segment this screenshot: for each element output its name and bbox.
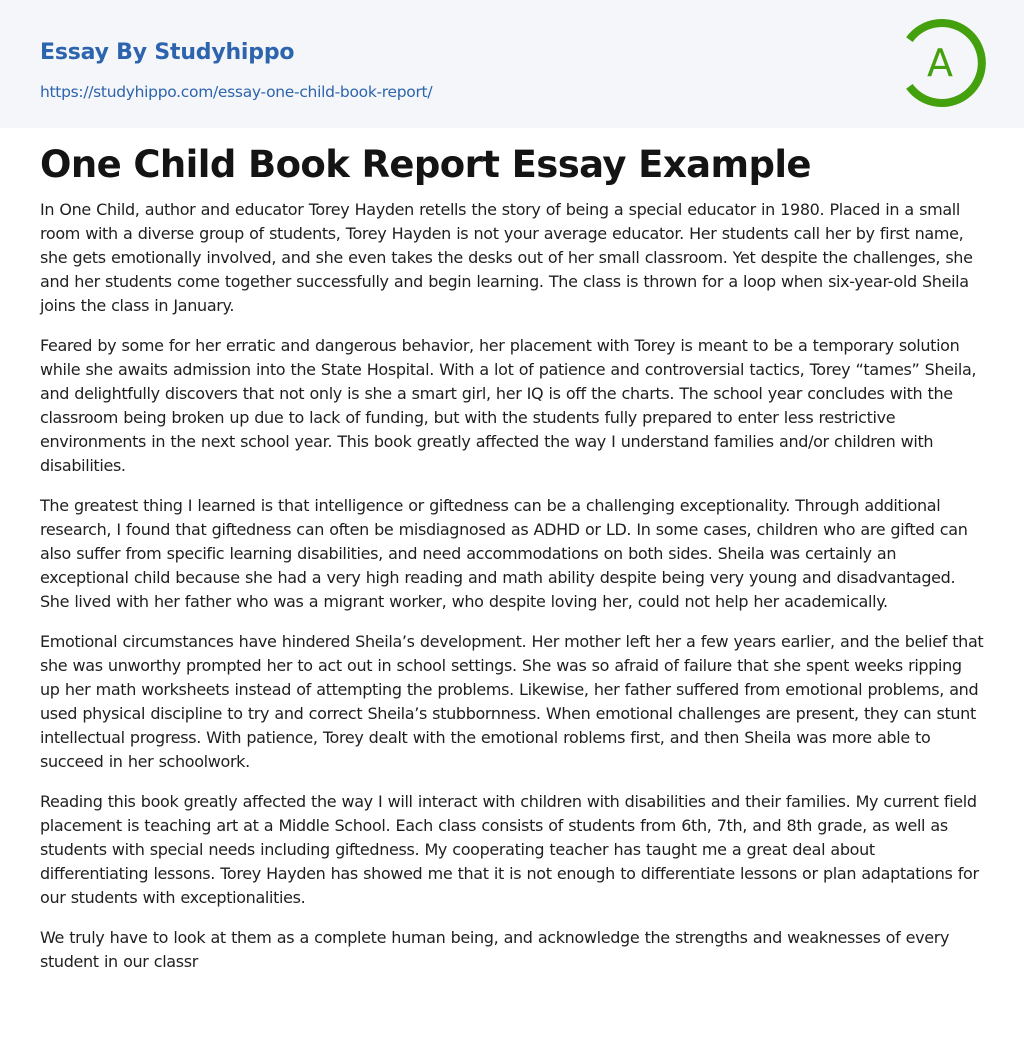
essay-paragraph: Reading this book greatly affected the way I will interact with children with disabilities and their families. My current field placement is teaching art at a Middle School. Each class consists of students from 6th, 7th, and 8th grade, as well as students with special needs including giftedness. My cooperating teacher has taught me a great deal about differentiating lessons. Torey Hayden has showed me that it is not enough to differentiate lessons or plan adaptations for our students with exceptionalities. xyxy=(40,792,979,907)
essay-paragraph: Feared by some for her erratic and dangerous behavior, her placement with Torey is meant to be a temporary solution while she awaits admission into the State Hospital. With a lot of patience and controversial tactics, Torey “tames” Sheila, and delightfully discovers that not only is she a smart girl, her IQ is off the charts. The school year concludes with the classroom being broken up due to lack of funding, but with the students fully prepared to enter less restrictive environments in the next school year. This book greatly affected the way I understand families and/or children with disabilities. xyxy=(40,336,977,475)
logo-letter: A xyxy=(927,41,953,85)
studyhippo-logo-icon[interactable] xyxy=(899,19,987,107)
essay-paragraph: In One Child, author and educator Torey Hayden retells the story of being a special educator in 1980. Placed in a small room with a diverse group of students, Torey Hayden is not your average educator. Her students call her by first name, she gets emotionally involved, and she even takes the desks out of her small classroom. Yet despite the challenges, she and her students come together successfully and begin learning. The class is thrown for a loop when six-year-old Sheila joins the class in January. xyxy=(40,200,973,315)
essay-paragraph: The greatest thing I learned is that intelligence or giftedness can be a challenging exceptionality. Through additional research, I found that giftedness can often be misdiagnosed as ADHD or LD. In some cases, children who are gifted can also suffer from specific learning disabilities, and need accommodations on both sides. Sheila was certainly an exceptional child because she had a very high reading and math ability despite being very young and disadvantaged. She lived with her father who was a migrant worker, who despite loving her, could not help her academically. xyxy=(40,496,968,611)
page-title: One Child Book Report Essay Example xyxy=(40,143,811,186)
site-header xyxy=(0,0,1024,128)
essay-paragraph: Emotional circumstances have hindered Sheila’s development. Her mother left her a few years earlier, and the belief that she was unworthy prompted her to act out in school settings. She was so afraid of failure that she spent weeks ripping up her math worksheets instead of attempting the problems. Likewise, her father suffered from emotional problems, and used physical discipline to try and correct Sheila’s stubbornness. When emotional challenges are present, they can stunt intellectual progress. With patience, Torey dealt with the emotional roblems first, and then Sheila was more able to succeed in her schoolwork. xyxy=(40,632,984,771)
essay-paragraph: We truly have to look at them as a complete human being, and acknowledge the strengths and weaknesses of every student in our classr xyxy=(40,928,950,971)
essay-body xyxy=(40,198,986,990)
essay-url-link[interactable]: https://studyhippo.com/essay-one-child-book-report/ xyxy=(40,83,433,101)
brand-title[interactable]: Essay By Studyhippo xyxy=(40,40,295,65)
